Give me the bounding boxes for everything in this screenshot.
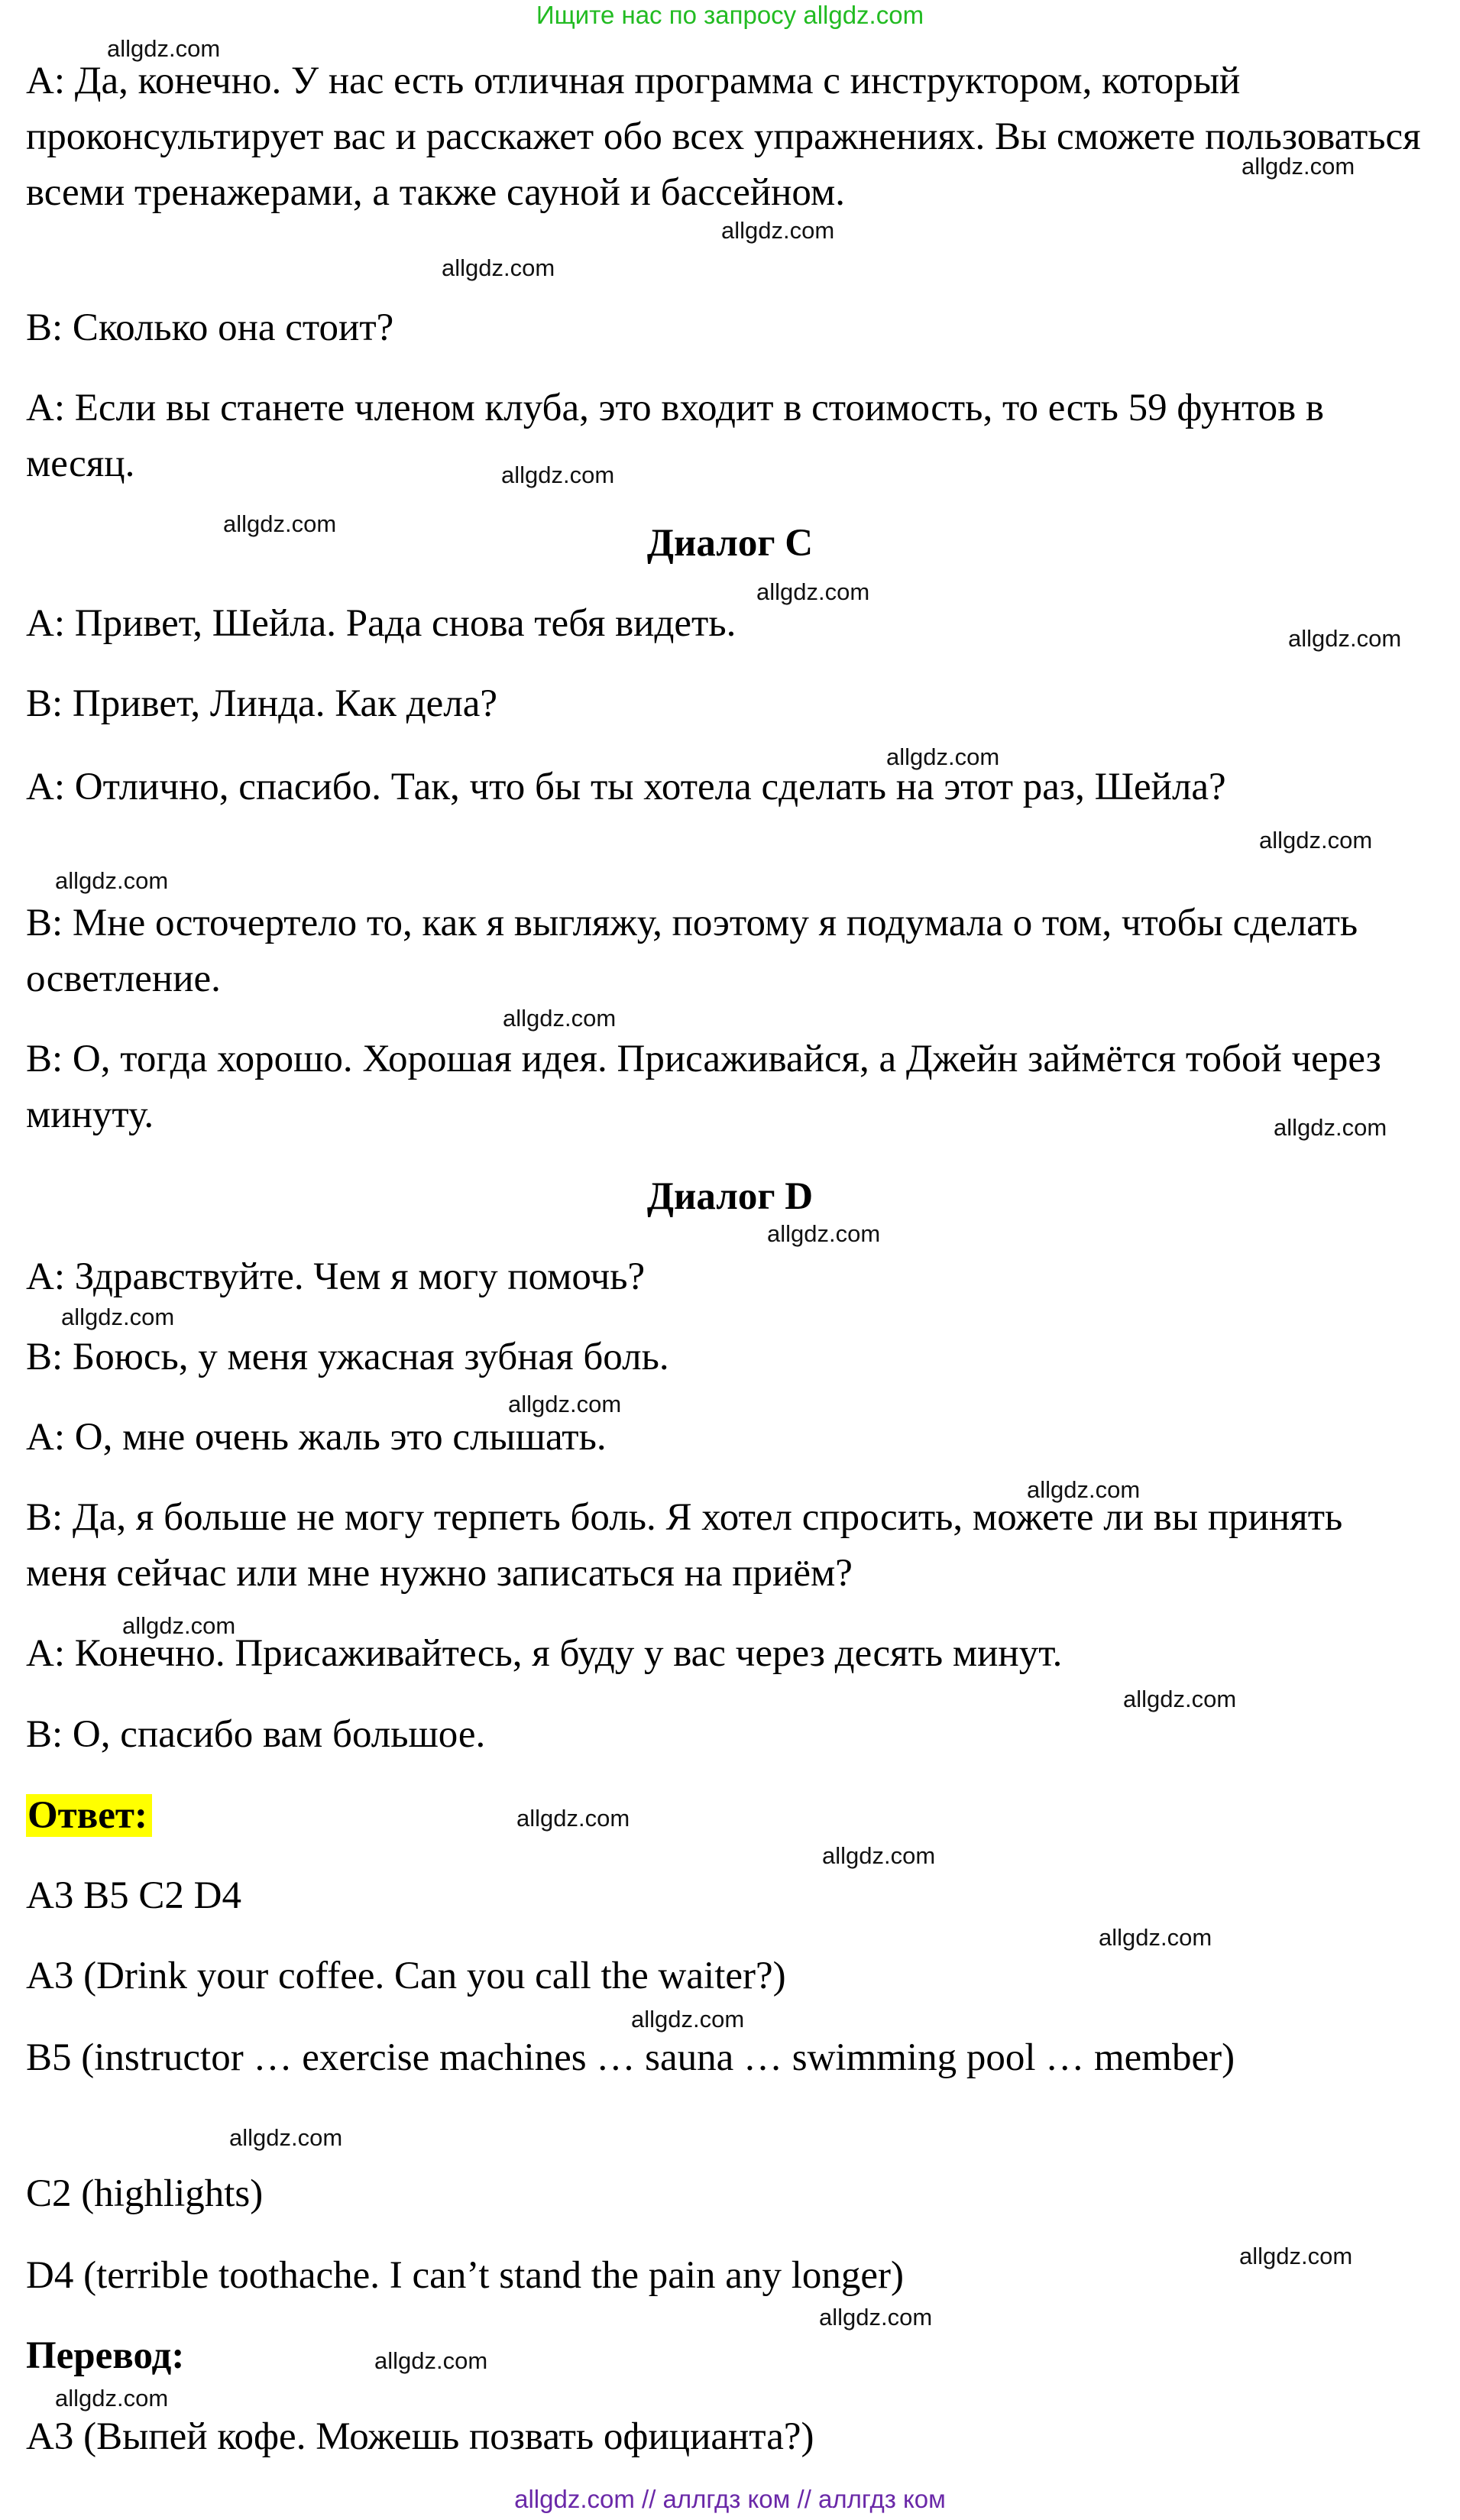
answer-line-4: C2 (highlights) [26,2172,264,2215]
dialog-c-line-3: A: Отлично, спасибо. Так, что бы ты хотела сделать на этот раз, Шейла? [26,766,1226,808]
dialog-d-line-2: B: Боюсь, у меня ужасная зубная боль. [26,1336,669,1378]
watermark: allgdz.com [61,1304,175,1330]
top-search-banner: Ищите нас по запросу allgdz.com [536,1,924,29]
watermark: allgdz.com [1099,1924,1212,1951]
dialog-b-line-2: B: Сколько она стоит? [26,306,394,349]
dialog-b-line-3: A: Если вы станете членом клуба, это входит в стоимость, то есть 59 фунтов в месяц. [26,387,1324,485]
dialog-d-line-3: A: О, мне очень жаль это слышать. [26,1416,607,1459]
bottom-site-banner: allgdz.com // аллгдз ком // аллгдз ком [514,2485,946,2513]
dialog-c-line-1: A: Привет, Шейла. Рада снова тебя видеть. [26,602,736,645]
watermark: allgdz.com [442,254,555,281]
watermark: allgdz.com [1259,827,1373,853]
watermark: allgdz.com [1241,153,1355,180]
watermark: allgdz.com [631,2006,745,2033]
watermark: allgdz.com [1288,625,1402,652]
dialog-c-line-5: B: О, тогда хорошо. Хорошая идея. Присаживайся, а Джейн займётся тобой через минуту. [26,1038,1381,1136]
dialog-d-line-6: B: О, спасибо вам большое. [26,1713,486,1756]
dialog-d-line-1: A: Здравствуйте. Чем я могу помочь? [26,1255,646,1298]
dialog-c-line-4: B: Мне осточертело то, как я выгляжу, поэтому я подумала о том, чтобы сделать осветление. [26,902,1358,1000]
answer-label [26,1788,152,1844]
watermark: allgdz.com [819,2304,933,2331]
watermark: allgdz.com [107,35,221,62]
watermark: allgdz.com [503,1005,617,1032]
answer-line-1: A3 B5 C2 D4 [26,1874,241,1917]
answer-line-5: D4 (terrible toothache. I can’t stand the pain any longer) [26,2254,904,2297]
answer-line-3: B5 (instructor … exercise machines … sauna … swimming pool … member) [26,2036,1235,2079]
watermark: allgdz.com [1239,2243,1353,2269]
answer-label-text: Ответ: [26,1794,152,1837]
watermark: allgdz.com [756,578,870,605]
translation-line-1: A3 (Выпей кофе. Можешь позвать официанта?) [26,2415,814,2458]
watermark: allgdz.com [516,1805,630,1832]
translation-label: Перевод: [26,2334,185,2377]
watermark: allgdz.com [501,462,615,488]
watermark: allgdz.com [721,217,835,244]
watermark: allgdz.com [767,1220,881,1247]
watermark: allgdz.com [508,1391,622,1417]
watermark: allgdz.com [1027,1476,1141,1503]
watermark: allgdz.com [374,2347,488,2374]
dialog-d-title: Диалог D [646,1175,814,1218]
watermark: allgdz.com [822,1842,936,1869]
watermark: allgdz.com [55,2385,169,2411]
watermark: allgdz.com [122,1612,236,1639]
watermark: allgdz.com [886,743,1000,770]
watermark: allgdz.com [55,867,169,894]
watermark: allgdz.com [1274,1114,1387,1141]
watermark: allgdz.com [229,2124,343,2151]
dialog-c-line-2: B: Привет, Линда. Как дела? [26,682,498,725]
dialog-c-title: Диалог C [646,522,814,565]
answer-line-2: A3 (Drink your coffee. Can you call the waiter?) [26,1955,786,1997]
watermark: allgdz.com [223,510,337,537]
dialog-d-line-4: B: Да, я больше не могу терпеть боль. Я хотел спросить, можете ли вы принять меня сейчас или мне нужно записаться на приём? [26,1496,1343,1595]
dialog-d-line-5: A: Конечно. Присаживайтесь, я буду у вас через десять минут. [26,1632,1063,1675]
dialog-b-line-1: A: Да, конечно. У нас есть отличная программа с инструктором, который проконсультирует вас и расскажет обо всех упражнениях. Вы сможете пользоваться всеми тренажерами, а также сауной и бассейном. [26,60,1421,214]
watermark: allgdz.com [1123,1686,1237,1712]
